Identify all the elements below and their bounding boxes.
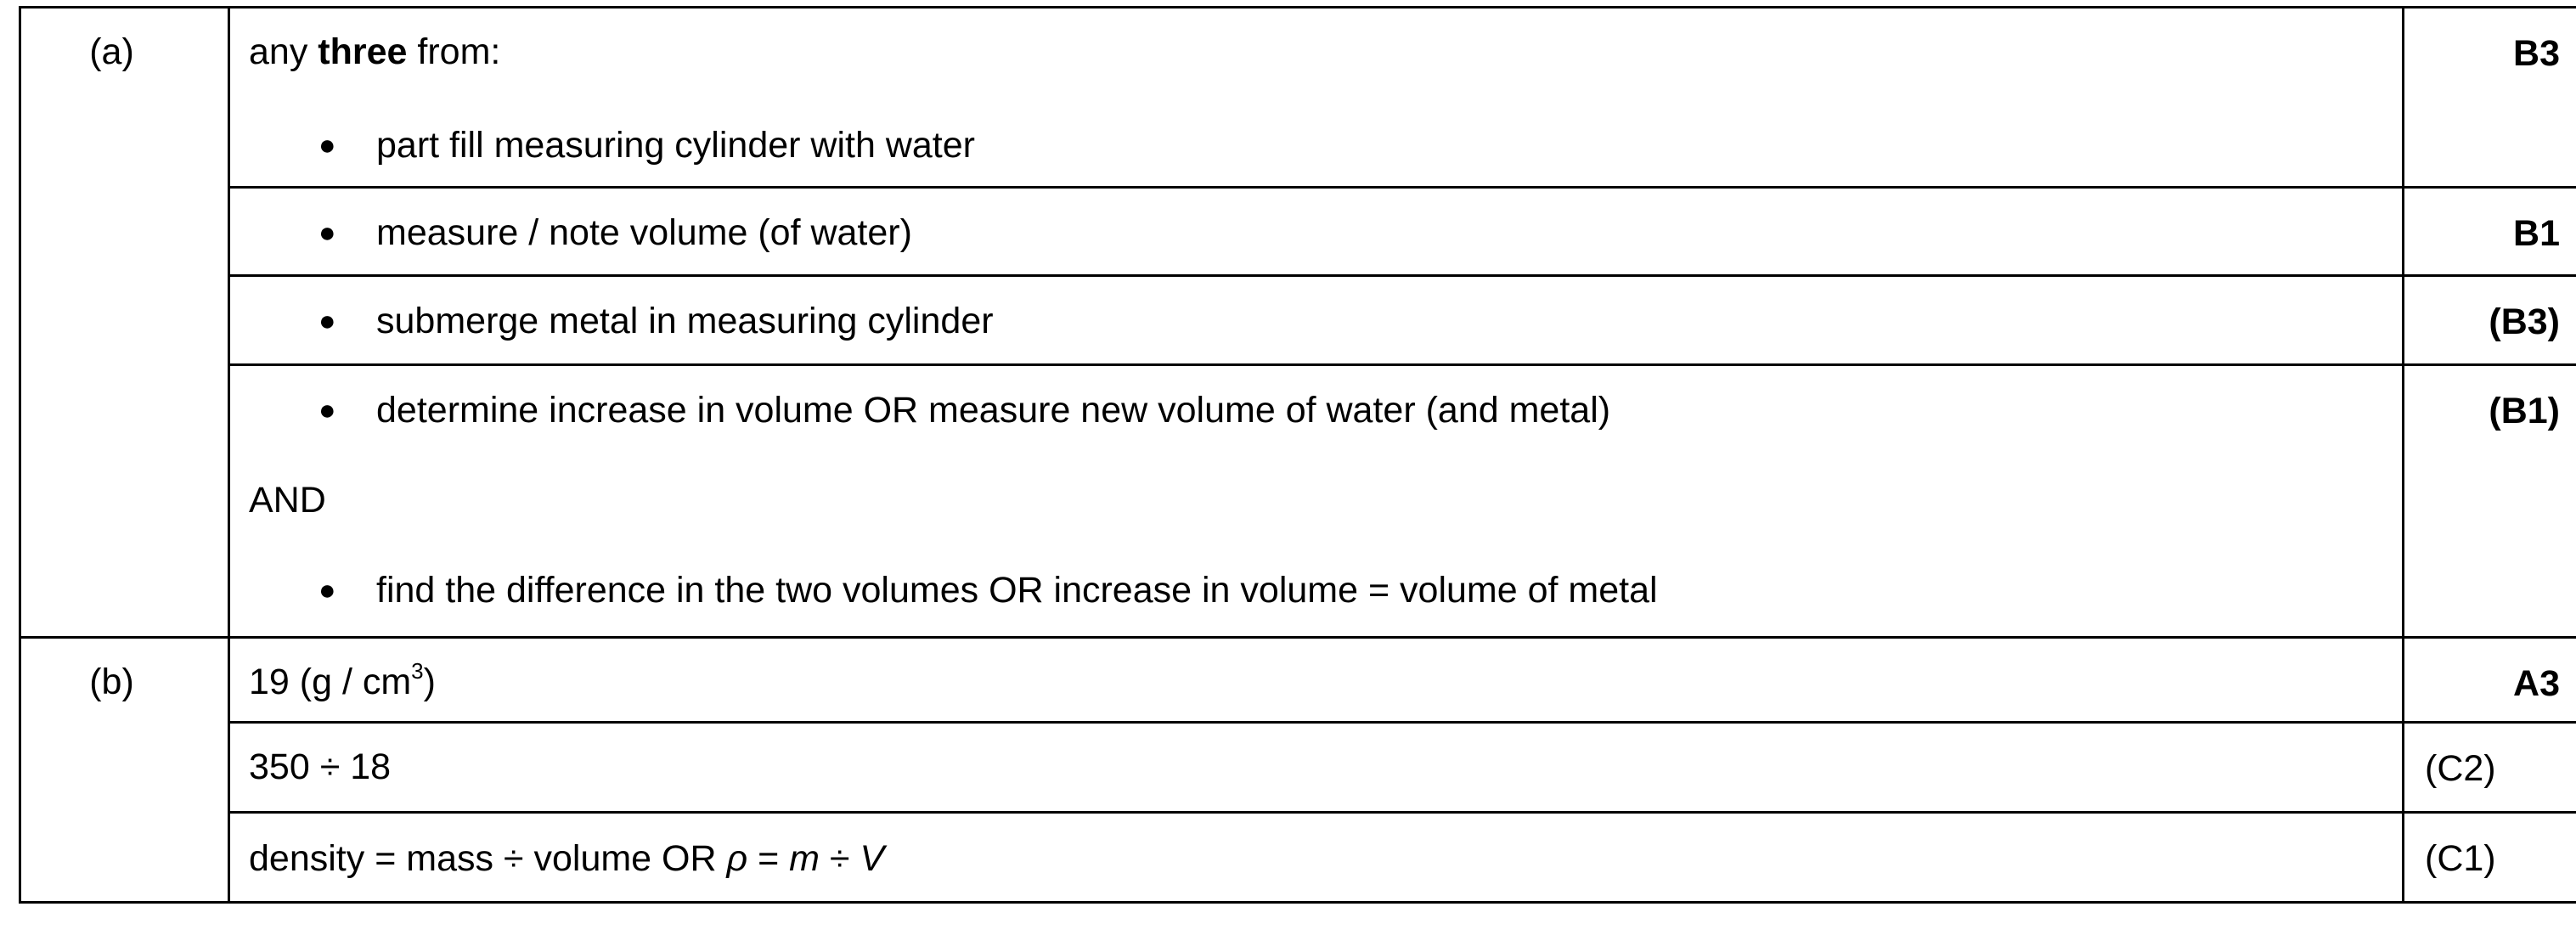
list-item-text: measure / note volume (of water): [376, 212, 912, 253]
list-item: [249, 392, 2385, 429]
list-item: [249, 212, 2385, 253]
mark-cell: B3: [2404, 8, 2576, 188]
bullet-dot-icon: ●: [318, 129, 336, 161]
bullet-dot-icon: ●: [318, 394, 336, 426]
mark-cell: (B1): [2404, 365, 2576, 638]
intro-text-post: from:: [407, 31, 501, 72]
list-item-text: find the difference in the two volumes OR increase in volume = volume of metal: [376, 570, 1658, 611]
mark-cell: (C2): [2404, 723, 2576, 813]
part-label-a: (a): [20, 8, 229, 638]
answer-cell: [229, 638, 2404, 723]
final-answer-value: 19 (g / cm: [249, 662, 412, 702]
formula-rho: ρ: [726, 838, 748, 879]
mark-cell: B1: [2404, 188, 2576, 276]
mark-cell: A3: [2404, 638, 2576, 723]
answer-cell: [229, 188, 2404, 276]
unit-superscript: 3: [411, 658, 424, 684]
part-label-b: (b): [20, 638, 229, 903]
final-answer: [249, 658, 2385, 702]
answer-cell: [229, 365, 2404, 638]
mark-scheme-table: [19, 6, 2576, 904]
answer-cell: [229, 276, 2404, 365]
formula-words: density = mass ÷ volume OR: [249, 838, 727, 879]
table-row: [20, 813, 2576, 903]
table-row: [20, 365, 2576, 638]
answer-cell: [229, 8, 2404, 188]
working-expression: 350 ÷ 18: [249, 746, 392, 787]
formula-v: V: [860, 838, 885, 879]
bullet-dot-icon: ●: [318, 217, 336, 249]
list-item-text: part fill measuring cylinder with water: [376, 125, 975, 166]
intro-text: [249, 31, 2385, 72]
formula-m: m: [789, 838, 820, 879]
table-row: [20, 8, 2576, 188]
list-item: [249, 127, 2385, 164]
and-connector: AND: [249, 480, 326, 521]
intro-text-emphasis: three: [318, 31, 408, 72]
list-item: [249, 303, 2385, 340]
table-row: [20, 276, 2576, 365]
list-item-text: determine increase in volume OR measure new volume of water (and metal): [376, 390, 1611, 431]
answer-cell: [229, 723, 2404, 813]
list-item: [249, 572, 2385, 609]
bullet-dot-icon: ●: [318, 305, 336, 337]
formula-divide: ÷: [819, 838, 860, 879]
mark-cell: (B3): [2404, 276, 2576, 365]
final-answer-close: ): [423, 662, 436, 702]
formula-text: [249, 838, 2385, 879]
intro-text-pre: any: [249, 31, 318, 72]
answer-cell: [229, 813, 2404, 903]
bullet-dot-icon: ●: [318, 574, 336, 606]
list-item-text: submerge metal in measuring cylinder: [376, 301, 994, 341]
table-row: [20, 638, 2576, 723]
mark-cell: (C1): [2404, 813, 2576, 903]
table-row: [20, 188, 2576, 276]
formula-equals: =: [747, 838, 790, 879]
table-row: [20, 723, 2576, 813]
